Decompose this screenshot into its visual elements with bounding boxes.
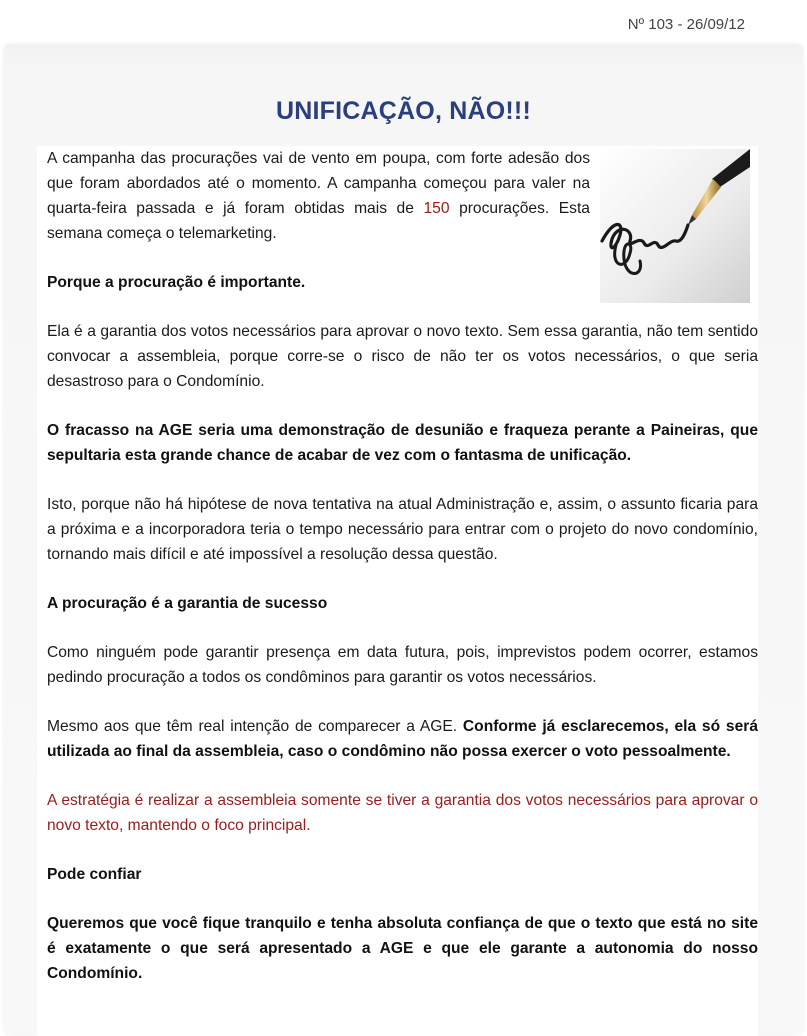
paragraph: Isto, porque não há hipótese de nova tentativa na atual Administração e, assim, o assunto ficaria para a próxima e a incorporadora teria o tempo necessário para entrar com o projeto do novo condomínio, tornando mais difícil e até impossível a resolução dessa questão.	[47, 496, 758, 563]
section-heading: Pode confiar	[47, 866, 142, 883]
procuracoes-count: 150	[423, 200, 450, 217]
bold-paragraph: Queremos que você fique tranquilo e tenha absoluta confiança de que o texto que está no site é exatamente o que será apresentado a AGE e que ele garante a autonomia do nosso Condomínio.	[47, 915, 758, 982]
article-text	[47, 146, 758, 1010]
mixed-paragraph	[47, 714, 758, 764]
highlight-paragraph: A estratégia é realizar a assembleia somente se tiver a garantia dos votos necessários para aprovar o novo texto, mantendo o foco principal.	[47, 792, 758, 834]
issue-number: Nº 103 - 26/09/12	[627, 16, 745, 33]
intro-text-end: procurações. Esta semana começa o telemarketing.	[47, 200, 590, 242]
paragraph: Ela é a garantia dos votos necessários para aprovar o novo texto. Sem essa garantia, não tem sentido convocar a assembleia, porque corre-se o risco de não ter os votos necessários, o que seria desastroso para o Condomínio.	[47, 323, 758, 390]
paragraph-bold-text: Conforme já esclarecemos, ela só será utilizada ao final da assembleia, caso o condômino não possa exercer o voto pessoalmente.	[47, 718, 758, 760]
intro-text: A campanha das procurações vai de vento em poupa, com forte adesão dos que foram abordados até o momento. A campanha começou para valer na quarta-feira passada e já foram obtidas mais de	[47, 150, 590, 217]
section-heading: Porque a procuração é importante.	[47, 274, 306, 291]
paragraph: Como ninguém pode garantir presença em data futura, pois, imprevistos podem ocorrer, estamos pedindo procuração a todos os condôminos para garantir os votos necessários.	[47, 644, 758, 686]
page-title: UNIFICAÇÃO, NÃO!!!	[276, 97, 531, 125]
bold-paragraph: O fracasso na AGE seria uma demonstração de desunião e fraqueza perante a Paineiras, que sepultaria esta grande chance de acabar de vez com o fantasma de unificação.	[47, 422, 758, 464]
article-body	[37, 146, 758, 1036]
section-heading: A procuração é a garantia de sucesso	[47, 595, 328, 612]
intro-paragraph	[47, 146, 590, 246]
paragraph-text: Mesmo aos que têm real intenção de comparecer a AGE.	[47, 718, 463, 735]
